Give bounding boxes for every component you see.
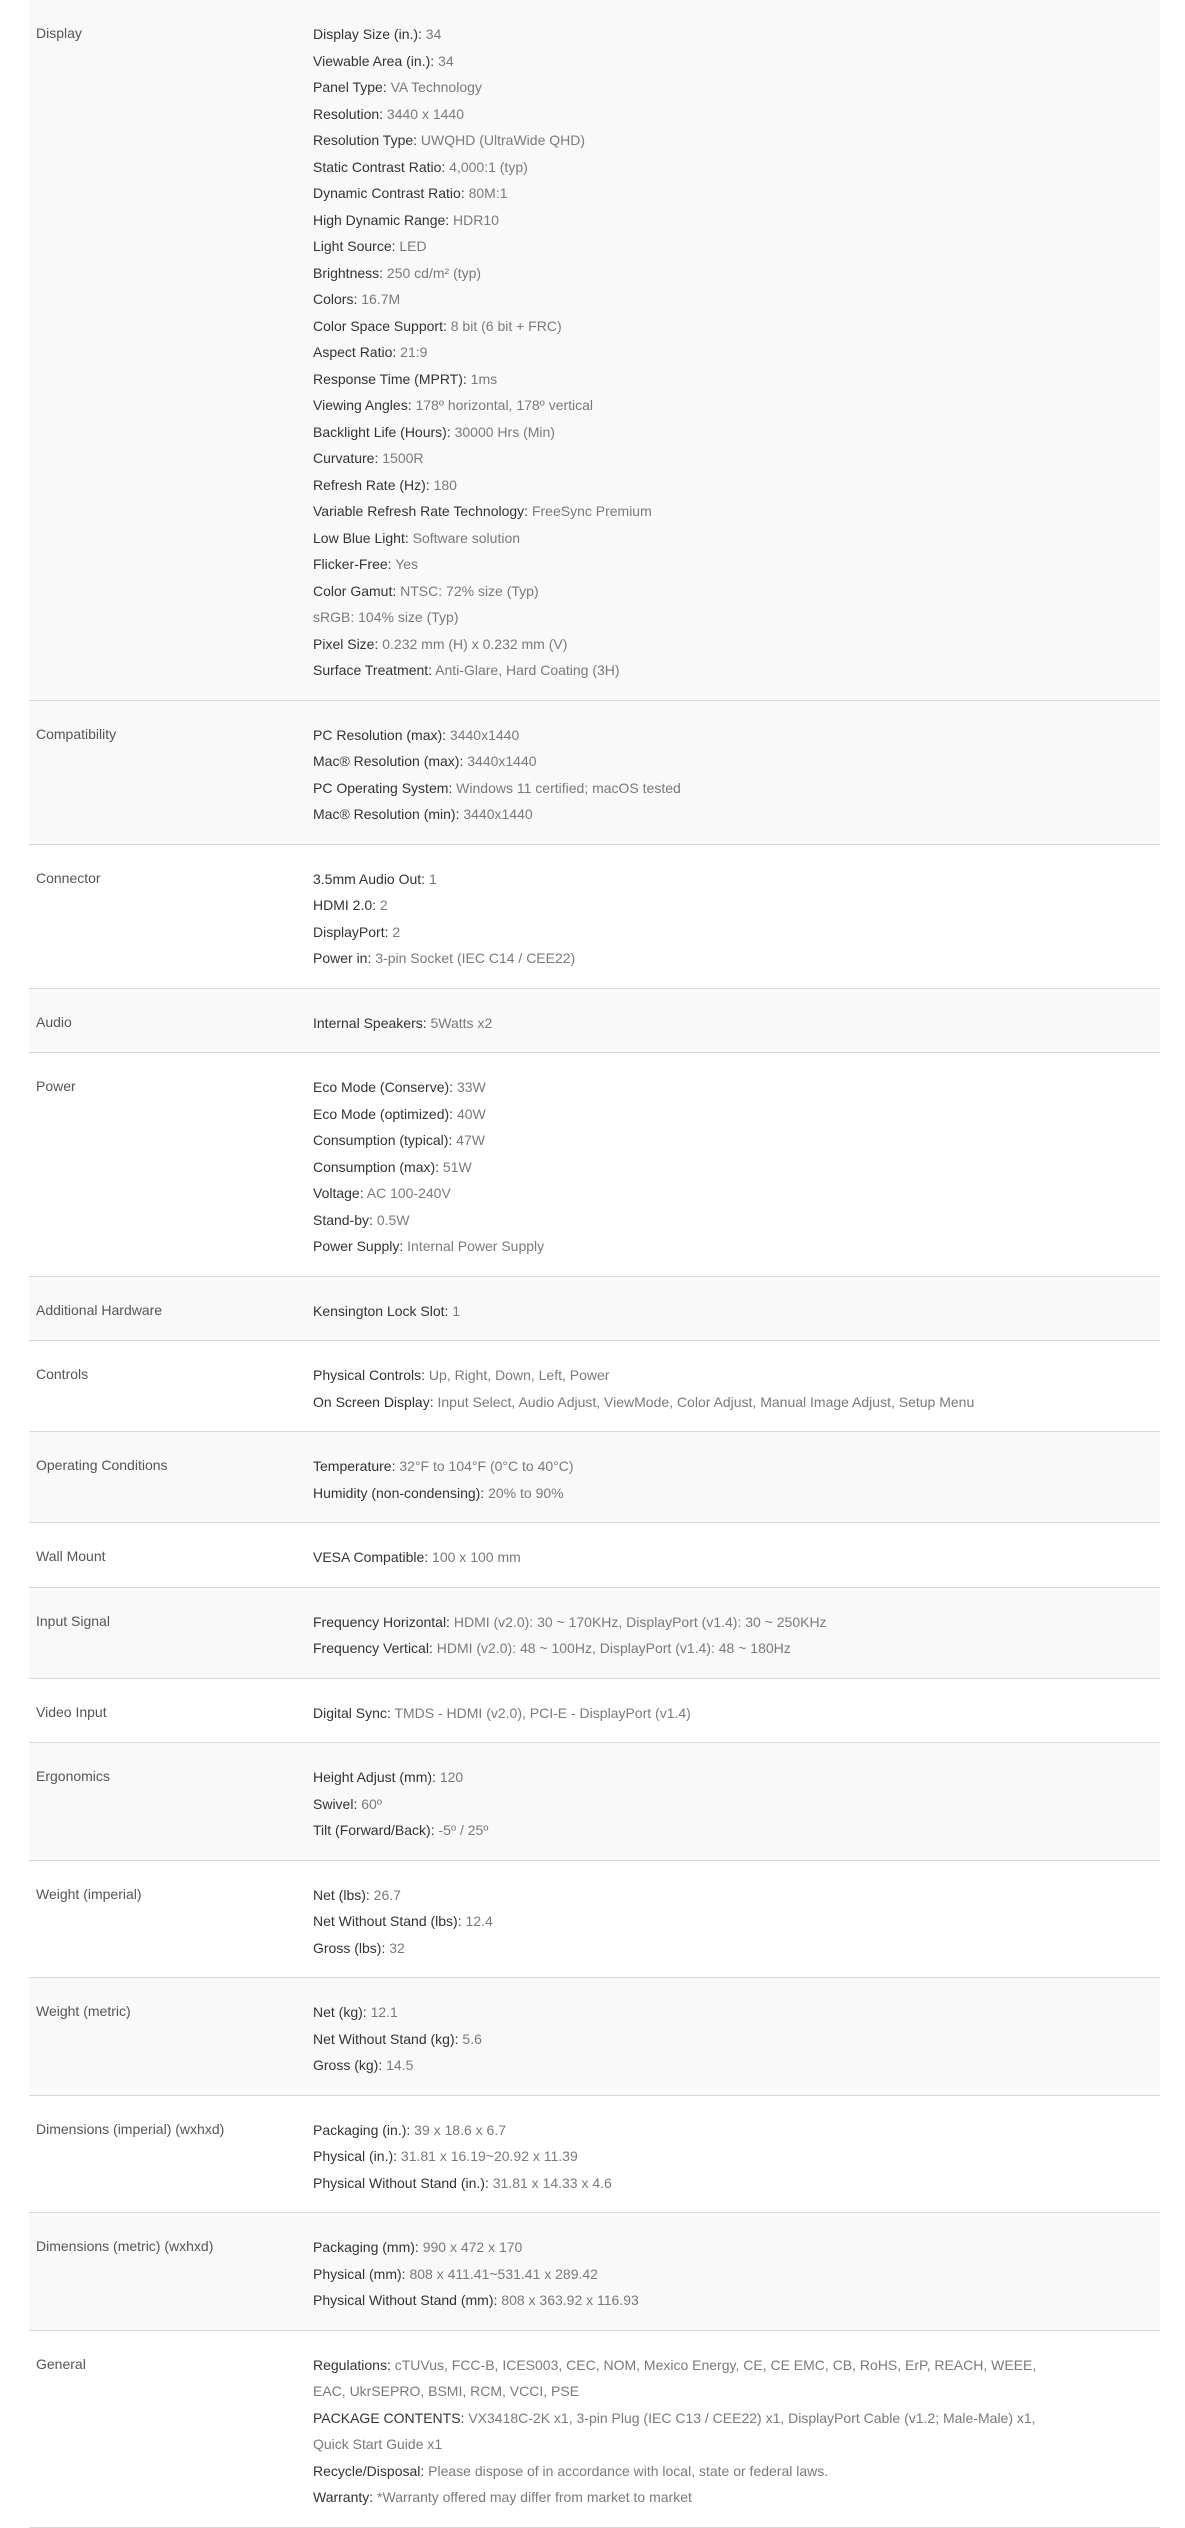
spec-label: Recycle/Disposal: — [313, 2462, 425, 2479]
spec-value: 8 bit (6 bit + FRC) — [446, 317, 562, 334]
spec-item — [313, 1074, 1160, 1101]
spec-label: Resolution Type: — [313, 132, 418, 148]
spec-item — [313, 286, 1160, 313]
spec-row — [29, 1743, 1160, 1861]
spec-label: 3.5mm Audio Out: — [313, 870, 426, 887]
spec-items — [313, 1277, 1160, 1341]
spec-value: 2 — [388, 923, 401, 940]
spec-row — [29, 1432, 1160, 1523]
spec-value: Up, Right, Down, Left, Power — [425, 1367, 610, 1383]
spec-value: 30000 Hrs (Min) — [450, 423, 555, 440]
spec-label: Packaging (mm): — [313, 2239, 419, 2255]
spec-items — [313, 1978, 1160, 2095]
spec-value: 34 — [421, 26, 442, 42]
spec-items — [313, 2096, 1160, 2213]
spec-item — [313, 2261, 1160, 2288]
spec-item — [313, 1127, 1160, 1154]
spec-value: 51W — [439, 1158, 472, 1175]
spec-label: PC Operating System: — [313, 779, 453, 796]
spec-item — [313, 2170, 1160, 2197]
spec-row — [29, 2331, 1160, 2528]
spec-item — [313, 127, 1160, 154]
spec-label: Power Supply: — [313, 1238, 404, 1254]
spec-label: On Screen Display: — [313, 1393, 434, 1410]
spec-value: 1 — [425, 870, 437, 887]
spec-item — [313, 1635, 1160, 1662]
spec-label: Pixel Size: — [313, 635, 379, 652]
spec-row — [29, 989, 1160, 1054]
spec-label: Packaging (in.): — [313, 2121, 411, 2138]
spec-item — [313, 722, 1160, 749]
spec-value: 1 — [448, 1302, 461, 1319]
spec-label: Net Without Stand (lbs): — [313, 1913, 462, 1929]
spec-items — [313, 1432, 1160, 1522]
spec-item — [313, 472, 1160, 499]
spec-item — [313, 313, 1160, 340]
spec-label: Panel Type: — [313, 79, 387, 95]
spec-label: Surface Treatment: — [313, 662, 433, 678]
spec-item — [313, 207, 1160, 234]
spec-item — [313, 1817, 1160, 1844]
spec-label: Consumption (max): — [313, 1158, 440, 1175]
spec-category: Additional Hardware — [36, 1301, 163, 1318]
spec-item — [313, 180, 1160, 207]
spec-label: Height Adjust (mm): — [313, 1769, 436, 1785]
spec-item — [313, 1480, 1160, 1507]
spec-label: Eco Mode (Conserve): — [313, 1079, 454, 1095]
spec-label: Internal Speakers: — [313, 1014, 427, 1031]
spec-items — [313, 1053, 1160, 1276]
spec-label: Tilt (Forward/Back): — [313, 1822, 435, 1838]
spec-label: Dynamic Contrast Ratio: — [313, 185, 465, 201]
spec-value: 34 — [434, 52, 454, 69]
spec-label: Net (lbs): — [313, 1886, 370, 1903]
spec-label: Net Without Stand (kg): — [313, 2030, 459, 2047]
spec-item — [313, 1389, 1160, 1416]
spec-item — [313, 366, 1160, 393]
spec-value: 20% to 90% — [484, 1484, 564, 1501]
spec-label: Warranty: — [313, 2489, 374, 2505]
spec-label: Variable Refresh Rate Technology: — [313, 503, 529, 519]
spec-item — [313, 1154, 1160, 1181]
spec-label: Temperature: — [313, 1458, 396, 1474]
spec-item — [313, 339, 1160, 366]
spec-value: Yes — [391, 556, 419, 572]
spec-row — [29, 1861, 1160, 1979]
spec-label: Power in: — [313, 950, 372, 966]
spec-value: 47W — [452, 1132, 485, 1148]
spec-value: 0.232 mm (H) x 0.232 mm (V) — [378, 635, 568, 652]
spec-value: 1500R — [378, 450, 424, 466]
spec-category: Audio — [36, 1013, 72, 1030]
spec-row — [29, 845, 1160, 989]
spec-label: Regulations: — [313, 2356, 391, 2373]
spec-label: Swivel: — [313, 1795, 358, 1812]
spec-value: -5º / 25º — [434, 1822, 489, 1838]
spec-item — [313, 1791, 1160, 1818]
spec-item — [313, 1101, 1160, 1128]
spec-item — [313, 578, 1160, 605]
spec-label: Physical Without Stand (mm): — [313, 2292, 498, 2308]
spec-table — [29, 0, 1160, 2528]
spec-value: cTUVus, FCC-B, ICES003, CEC, NOM, Mexico Energy, CE, CE EMC, CB, RoHS, ErP, REACH, WEEE, EAC, UkrSEPRO, BSMI, RCM, VCCI, PSE — [313, 2356, 1037, 2399]
spec-item — [313, 74, 1160, 101]
spec-item — [313, 48, 1160, 75]
spec-item — [313, 866, 1160, 893]
spec-items — [313, 1679, 1160, 1743]
spec-item — [313, 21, 1160, 48]
spec-value: UWQHD (UltraWide QHD) — [417, 132, 586, 148]
spec-items — [313, 1341, 1160, 1431]
spec-row — [29, 2213, 1160, 2331]
spec-value: 3440x1440 — [446, 726, 520, 743]
spec-value: HDMI (v2.0): 30 ~ 170KHz, DisplayPort (v1.4): 30 ~ 250KHz — [449, 1613, 827, 1630]
spec-item — [313, 1609, 1160, 1636]
spec-label: Color Space Support: — [313, 317, 447, 334]
spec-item — [313, 1544, 1160, 1571]
spec-label: VESA Compatible: — [313, 1549, 429, 1565]
spec-item — [313, 1935, 1160, 1962]
spec-item — [313, 2117, 1160, 2144]
spec-item — [313, 631, 1160, 658]
spec-category: Dimensions (imperial) (wxhxd) — [36, 2120, 225, 2137]
spec-label: Refresh Rate (Hz): — [313, 476, 430, 493]
spec-value: 60º — [357, 1795, 382, 1812]
spec-value: 990 x 472 x 170 — [418, 2239, 523, 2255]
spec-item — [313, 551, 1160, 578]
spec-label: Kensington Lock Slot: — [313, 1302, 449, 1319]
spec-value: LED — [395, 238, 427, 254]
spec-label: HDMI 2.0: — [313, 897, 377, 913]
spec-items — [313, 701, 1160, 844]
spec-category: Input Signal — [36, 1612, 110, 1629]
spec-label: Physical Without Stand (in.): — [313, 2174, 489, 2191]
spec-label: Stand-by: — [313, 1211, 373, 1228]
spec-value: 26.7 — [369, 1886, 401, 1903]
spec-row — [29, 1978, 1160, 2096]
spec-value: 5.6 — [458, 2030, 482, 2047]
spec-category: General — [36, 2355, 86, 2372]
spec-value: 39 x 18.6 x 6.7 — [410, 2121, 507, 2138]
spec-item — [313, 1882, 1160, 1909]
spec-item — [313, 2458, 1160, 2485]
spec-value: 12.4 — [461, 1913, 493, 1929]
spec-row — [29, 1277, 1160, 1342]
spec-item — [313, 154, 1160, 181]
spec-label: Humidity (non-condensing): — [313, 1484, 485, 1501]
spec-item — [313, 801, 1160, 828]
spec-label: Low Blue Light: — [313, 529, 409, 546]
spec-item — [313, 1298, 1160, 1325]
spec-item — [313, 945, 1160, 972]
spec-label: Static Contrast Ratio: — [313, 158, 446, 175]
spec-value: 808 x 363.92 x 116.93 — [497, 2292, 639, 2308]
spec-item — [313, 1180, 1160, 1207]
spec-item — [313, 1207, 1160, 1234]
spec-label: Color Gamut: — [313, 582, 397, 599]
spec-value: 12.1 — [366, 2004, 398, 2020]
spec-row — [29, 2096, 1160, 2214]
spec-label: DisplayPort: — [313, 923, 389, 940]
spec-value: HDR10 — [449, 211, 499, 228]
spec-label: Aspect Ratio: — [313, 344, 397, 360]
spec-item — [313, 1908, 1160, 1935]
spec-value: 16.7M — [357, 291, 401, 307]
spec-category: Weight (metric) — [36, 2003, 131, 2019]
spec-label: Brightness: — [313, 264, 384, 281]
spec-item — [313, 2484, 1160, 2511]
spec-category: Video Input — [36, 1703, 107, 1720]
spec-category: Dimensions (metric) (wxhxd) — [36, 2238, 214, 2254]
spec-item — [313, 1362, 1160, 1389]
spec-value: 33W — [453, 1079, 486, 1095]
spec-items — [313, 845, 1160, 988]
spec-item — [313, 525, 1160, 552]
spec-value: 4,000:1 (typ) — [445, 158, 528, 175]
spec-label: Physical (in.): — [313, 2148, 398, 2164]
spec-category: Operating Conditions — [36, 1457, 168, 1473]
spec-items — [313, 1588, 1160, 1678]
spec-value: VX3418C-2K x1, 3-pin Plug (IEC C13 / CEE22) x1, DisplayPort Cable (v1.2; Male-Male) x1, Quick Start Guide x1 — [313, 2409, 1036, 2452]
spec-item — [313, 2352, 1160, 2405]
spec-value: Internal Power Supply — [403, 1238, 545, 1254]
spec-value: VA Technology — [386, 79, 482, 95]
spec-category: Display — [36, 25, 82, 41]
spec-value: NTSC: 72% size (Typ) — [396, 582, 539, 599]
spec-value: TMDS - HDMI (v2.0), PCI-E - DisplayPort (v1.4) — [390, 1704, 691, 1721]
spec-value: 80M:1 — [464, 185, 508, 201]
spec-label: PACKAGE CONTENTS: — [313, 2409, 465, 2426]
spec-value: 5Watts x2 — [426, 1014, 493, 1031]
spec-items — [313, 2213, 1160, 2330]
spec-label: Eco Mode (optimized): — [313, 1105, 454, 1122]
spec-item — [313, 2026, 1160, 2053]
spec-label: Gross (lbs): — [313, 1939, 386, 1956]
spec-value: 40W — [453, 1105, 486, 1122]
spec-label: Mac® Resolution (min): — [313, 806, 460, 822]
spec-item — [313, 1233, 1160, 1260]
spec-label: Voltage: — [313, 1185, 364, 1201]
spec-label: Frequency Horizontal: — [313, 1613, 450, 1630]
spec-item — [313, 2287, 1160, 2314]
spec-value: *Warranty offered may differ from market to market — [373, 2489, 692, 2505]
spec-row — [29, 1053, 1160, 1277]
spec-label: Physical (mm): — [313, 2265, 406, 2282]
spec-label: Gross (kg): — [313, 2057, 383, 2073]
spec-item — [313, 919, 1160, 946]
spec-value: 0.5W — [372, 1211, 410, 1228]
spec-item — [313, 392, 1160, 419]
spec-item — [313, 419, 1160, 446]
spec-row — [29, 1588, 1160, 1679]
spec-item — [313, 1700, 1160, 1727]
spec-item — [313, 233, 1160, 260]
spec-value: 1ms — [466, 370, 498, 387]
spec-item — [313, 604, 1160, 631]
spec-value: 3440x1440 — [463, 753, 537, 769]
spec-value: 3440x1440 — [459, 806, 533, 822]
spec-value: 180 — [429, 476, 457, 493]
spec-item — [313, 657, 1160, 684]
spec-label: Viewing Angles: — [313, 397, 412, 413]
spec-value: 178º horizontal, 178º vertical — [411, 397, 594, 413]
spec-value: sRGB: 104% size (Typ) — [313, 609, 459, 625]
spec-value: 100 x 100 mm — [428, 1549, 521, 1565]
spec-items — [313, 989, 1160, 1053]
spec-value: 120 — [435, 1769, 464, 1785]
spec-label: Frequency Vertical: — [313, 1640, 433, 1656]
spec-row — [29, 0, 1160, 701]
spec-value: Software solution — [408, 529, 521, 546]
spec-items — [313, 1861, 1160, 1978]
spec-value: 32°F to 104°F (0°C to 40°C) — [395, 1458, 574, 1474]
spec-item — [313, 445, 1160, 472]
spec-item — [313, 2234, 1160, 2261]
spec-label: Display Size (in.): — [313, 26, 422, 42]
spec-item — [313, 2052, 1160, 2079]
spec-item — [313, 1764, 1160, 1791]
spec-value: HDMI (v2.0): 48 ~ 100Hz, DisplayPort (v1.4): 48 ~ 180Hz — [432, 1640, 791, 1656]
spec-item — [313, 1999, 1160, 2026]
spec-label: Digital Sync: — [313, 1704, 391, 1721]
spec-label: PC Resolution (max): — [313, 726, 447, 743]
spec-category: Weight (imperial) — [36, 1885, 142, 1902]
spec-items — [313, 2331, 1160, 2527]
spec-label: Colors: — [313, 291, 358, 307]
spec-value: Please dispose of in accordance with local, state or federal laws. — [424, 2462, 829, 2479]
spec-item — [313, 101, 1160, 128]
spec-value: AC 100-240V — [363, 1185, 451, 1201]
spec-value: Anti-Glare, Hard Coating (3H) — [432, 662, 620, 678]
spec-label: Physical Controls: — [313, 1367, 426, 1383]
spec-label: High Dynamic Range: — [313, 211, 450, 228]
spec-items — [313, 0, 1160, 700]
spec-value: 808 x 411.41~531.41 x 289.42 — [405, 2265, 598, 2282]
spec-item — [313, 2405, 1160, 2458]
spec-label: Net (kg): — [313, 2004, 367, 2020]
spec-value: 2 — [376, 897, 388, 913]
spec-value: 31.81 x 16.19~20.92 x 11.39 — [397, 2148, 578, 2164]
spec-item — [313, 1453, 1160, 1480]
spec-row — [29, 701, 1160, 845]
spec-label: Consumption (typical): — [313, 1132, 453, 1148]
spec-category: Wall Mount — [36, 1548, 106, 1564]
spec-category: Controls — [36, 1366, 89, 1382]
spec-label: Response Time (MPRT): — [313, 370, 467, 387]
spec-item — [313, 2143, 1160, 2170]
spec-label: Mac® Resolution (max): — [313, 753, 464, 769]
spec-items — [313, 1743, 1160, 1860]
spec-label: Resolution: — [313, 105, 384, 122]
spec-label: Flicker-Free: — [313, 556, 392, 572]
spec-items — [313, 1523, 1160, 1587]
spec-item — [313, 748, 1160, 775]
spec-category: Power — [36, 1078, 76, 1094]
spec-category: Ergonomics — [36, 1768, 110, 1784]
spec-category: Connector — [36, 869, 101, 886]
spec-value: 14.5 — [382, 2057, 414, 2073]
spec-value: 250 cd/m² (typ) — [383, 264, 482, 281]
spec-value: 21:9 — [396, 344, 428, 360]
spec-value: 3440 x 1440 — [383, 105, 465, 122]
spec-label: Backlight Life (Hours): — [313, 423, 451, 440]
spec-label: Curvature: — [313, 450, 379, 466]
spec-value: FreeSync Premium — [528, 503, 652, 519]
spec-value: 3-pin Socket (IEC C14 / CEE22) — [371, 950, 576, 966]
spec-item — [313, 892, 1160, 919]
spec-label: Viewable Area (in.): — [313, 52, 435, 69]
spec-row — [29, 1679, 1160, 1744]
spec-category: Compatibility — [36, 725, 117, 742]
spec-item — [313, 498, 1160, 525]
spec-value: Input Select, Audio Adjust, ViewMode, Color Adjust, Manual Image Adjust, Setup Menu — [433, 1393, 975, 1410]
spec-item — [313, 260, 1160, 287]
spec-label: Light Source: — [313, 238, 396, 254]
spec-item — [313, 775, 1160, 802]
spec-value: 31.81 x 14.33 x 4.6 — [488, 2174, 612, 2191]
spec-row — [29, 1341, 1160, 1432]
spec-value: 32 — [385, 1939, 405, 1956]
spec-value: Windows 11 certified; macOS tested — [452, 779, 681, 796]
spec-item — [313, 1010, 1160, 1037]
spec-row — [29, 1523, 1160, 1588]
